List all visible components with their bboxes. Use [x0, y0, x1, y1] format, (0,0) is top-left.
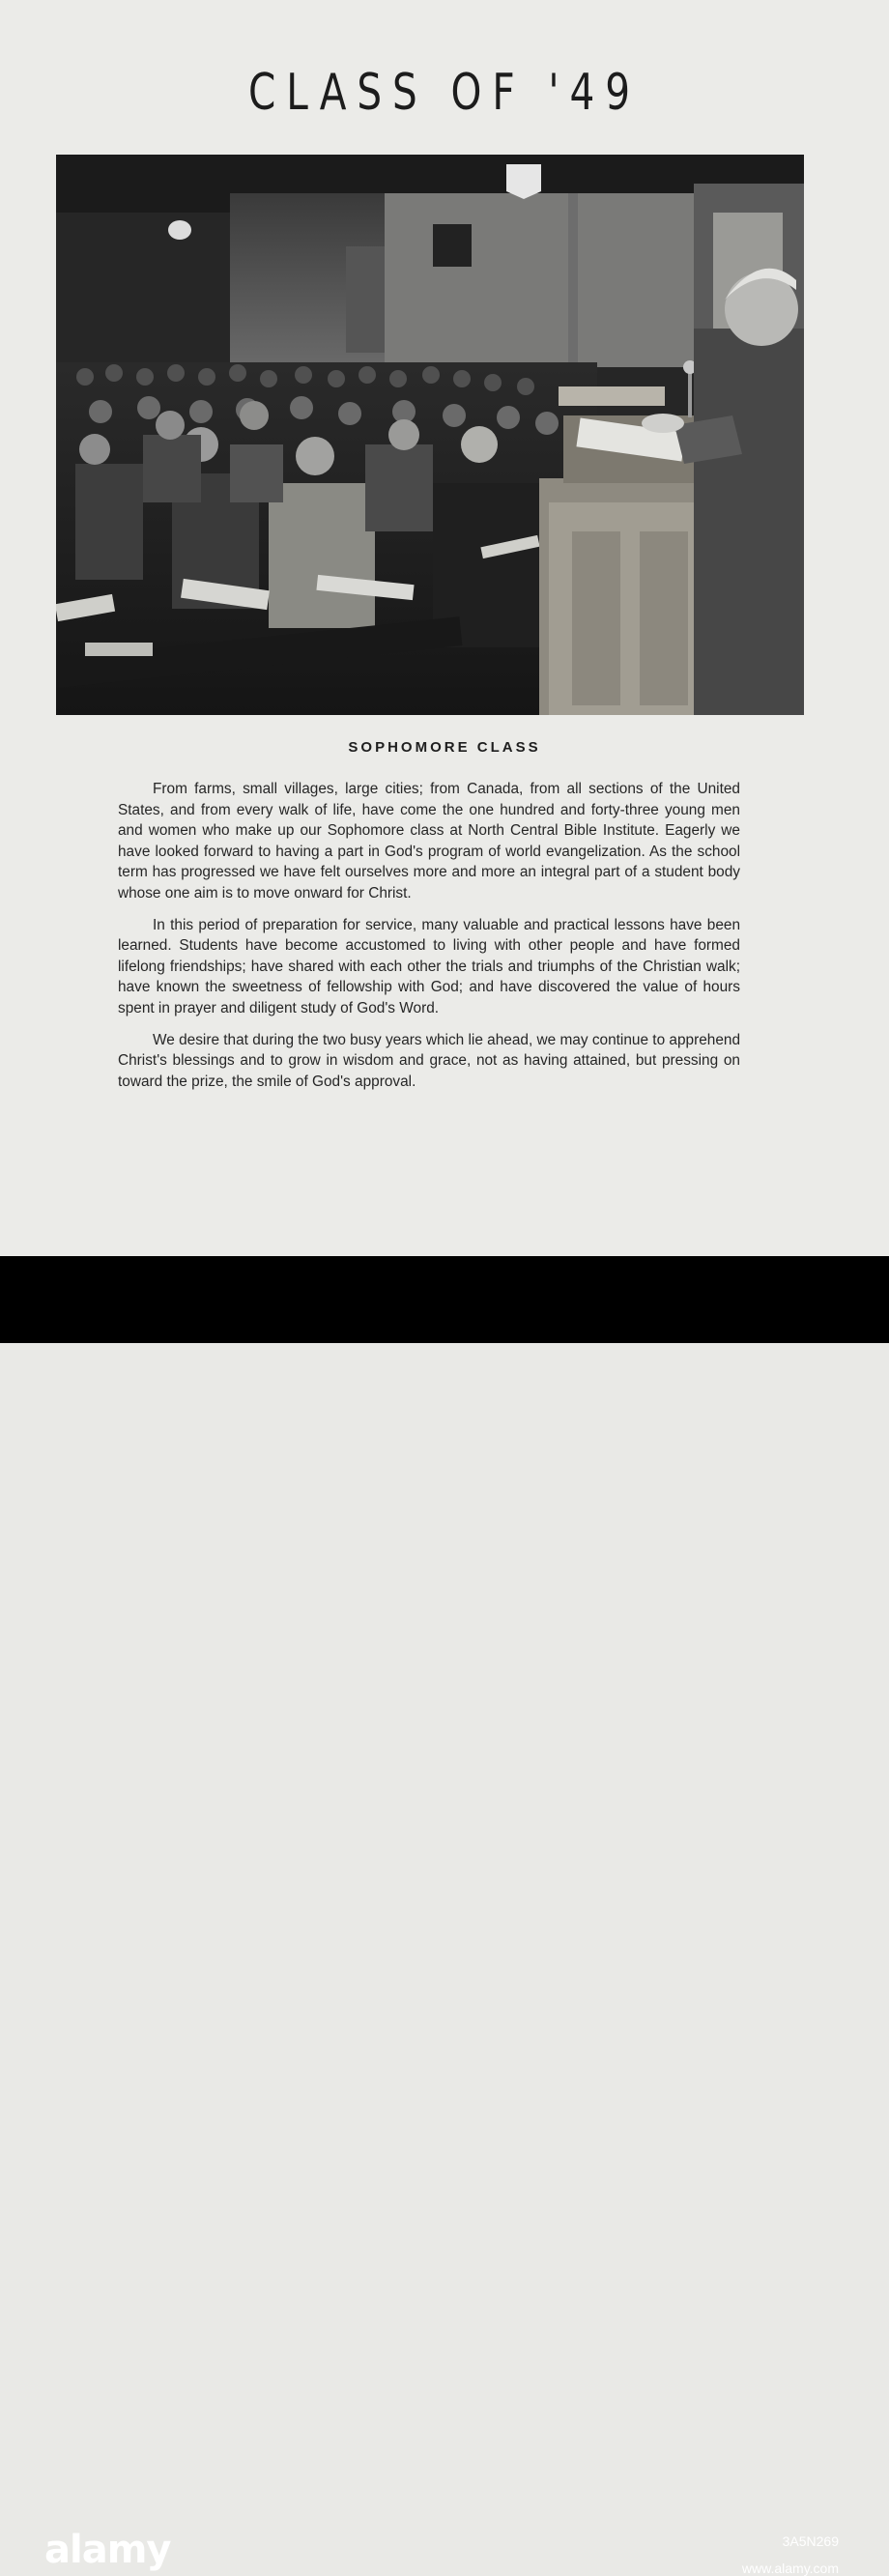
image-id: 3A5N269 — [782, 2533, 839, 2549]
article-body — [118, 779, 740, 1102]
website-url: www.alamy.com — [741, 2561, 839, 2576]
yearbook-page — [0, 0, 889, 1256]
paragraph-1: From farms, small villages, large cities; from Canada, from all sections of the United States, and from every walk of life, have come the one hundred and forty-three young men and women who make up our Sophomore class at North Central Bible Institute. Eagerly we have looked forward to having a part in God's program of world evangelization. As the school term has progressed we have felt ourselves more and more an integral part of a student body whose one aim is to move onward for Christ. — [118, 781, 740, 902]
classroom-photo — [56, 155, 804, 715]
paragraph-2: In this period of preparation for service, many valuable and practical lessons have been learned. Students have become accustomed to living with other people and have formed lifelong friendships; have shared with each other the trials and triumphs of the Christian walk; have known the sweetness of fellowship with God; and have discovered the value of hours spent in prayer and diligent study of God's Word. — [118, 916, 740, 1016]
section-heading: SOPHOMORE CLASS — [348, 739, 541, 756]
page-title: CLASS OF '49 — [248, 64, 641, 122]
watermark-footer — [0, 1256, 889, 2576]
alamy-logo: alamy — [44, 2528, 171, 2572]
classroom-photo-illustration — [56, 155, 804, 715]
paragraph-3: We desire that during the two busy years which lie ahead, we may continue to apprehend Christ's blessings and to grow in wisdom and grace, not as having attained, but pressing on toward the prize, the smile of God's approval. — [118, 1031, 741, 1090]
